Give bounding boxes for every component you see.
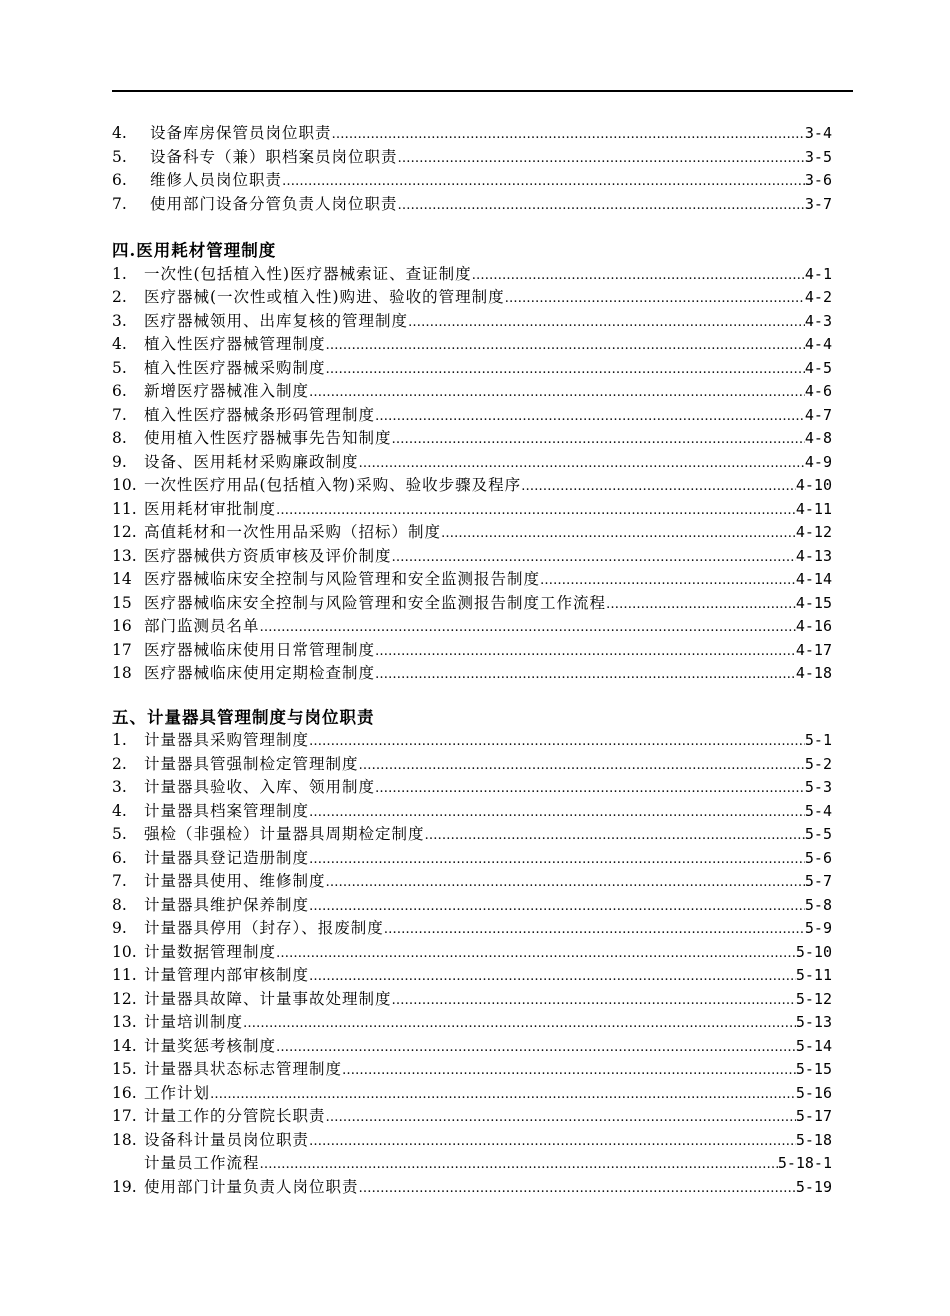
entry-page: 5-11 (795, 966, 832, 984)
toc-entry[interactable] (112, 615, 832, 639)
entry-title: 医疗器械(一次性或植入性)购进、验收的管理制度 (144, 288, 505, 306)
toc-entry[interactable] (112, 753, 832, 777)
entry-page: 4-13 (795, 546, 832, 565)
entry-page: 5-16 (795, 1083, 832, 1102)
toc-entry[interactable] (112, 427, 832, 451)
entry-page: 5-10 (795, 942, 832, 961)
entry-number: 4. (112, 801, 127, 820)
leader-dots (359, 1177, 796, 1201)
leader-dots (441, 522, 796, 546)
section-heading: 五、计量器具管理制度与岗位职责 (112, 707, 375, 727)
entry-title: 设备科专（兼）职档案员岗位职责 (150, 147, 398, 166)
toc-entry[interactable] (112, 729, 832, 753)
entry-number: 6. (112, 848, 127, 867)
entry-number: 13. (112, 546, 137, 565)
toc-entry[interactable] (112, 193, 832, 217)
leader-dots (309, 381, 805, 405)
leader-dots (359, 754, 805, 778)
leader-dots (540, 569, 796, 593)
toc-entry[interactable] (112, 498, 832, 522)
entry-page: 3-5 (804, 147, 832, 166)
entry-title: 维修人员岗位职责 (150, 171, 283, 189)
entry-page: 3-6 (804, 171, 832, 189)
entry-number: 6. (112, 171, 127, 189)
entry-page: 4-14 (795, 570, 832, 588)
entry-title: 医疗器械临床安全控制与风险管理和安全监测报告制度 (144, 570, 541, 588)
entry-number: 8. (112, 429, 127, 447)
entry-title: 强检（非强检）计量器具周期检定制度 (144, 825, 425, 843)
entry-number: 3. (112, 778, 127, 796)
entry-number: 17 (112, 640, 132, 659)
entry-page: 4-8 (804, 429, 832, 447)
leader-dots (309, 895, 805, 919)
leader-dots (505, 287, 805, 311)
entry-page: 5-4 (804, 801, 832, 820)
section4-list (112, 263, 832, 686)
leader-dots (332, 123, 805, 147)
entry-title: 医用耗材审批制度 (144, 499, 277, 518)
entry-number: 7. (112, 872, 127, 890)
entry-page: 5-15 (795, 1060, 832, 1078)
entry-title: 植入性医疗器械采购制度 (144, 358, 326, 377)
entry-page: 5-18-1 (777, 1154, 832, 1172)
entry-page: 4-4 (804, 335, 832, 353)
entry-title: 工作计划 (144, 1083, 211, 1102)
leader-dots (392, 428, 805, 452)
entry-title: 医疗器械供方资质审核及评价制度 (144, 546, 392, 565)
entry-title: 医疗器械临床使用日常管理制度 (144, 640, 376, 659)
entry-number: 7. (112, 194, 127, 213)
entry-number: 8. (112, 895, 127, 914)
leader-dots (392, 989, 796, 1013)
entry-number: 5. (112, 358, 127, 377)
toc-entry[interactable] (112, 286, 832, 310)
leader-dots (326, 871, 805, 895)
entry-title: 计量数据管理制度 (144, 942, 277, 961)
entry-title: 计量器具采购管理制度 (144, 731, 310, 749)
entry-page: 5-9 (804, 919, 832, 937)
entry-title: 使用部门计量负责人岗位职责 (144, 1177, 359, 1196)
leader-dots (260, 1153, 778, 1177)
toc-entry[interactable] (112, 357, 832, 381)
toc-entry[interactable] (112, 1129, 832, 1153)
leader-dots (521, 475, 796, 499)
entry-title: 计量器具状态标志管理制度 (144, 1060, 343, 1078)
leader-dots (392, 546, 796, 570)
entry-title: 计量培训制度 (144, 1013, 244, 1031)
leader-dots (326, 358, 805, 382)
toc-entry[interactable] (112, 451, 832, 475)
entry-title: 设备、医用耗材采购廉政制度 (144, 452, 359, 471)
entry-title: 计量器具使用、维修制度 (144, 872, 326, 890)
toc-entry[interactable] (112, 404, 832, 428)
entry-number: 10. (112, 942, 137, 961)
toc-entry[interactable] (112, 474, 832, 498)
entry-number: 9. (112, 919, 127, 937)
entry-page: 5-8 (804, 895, 832, 914)
entry-number: 18. (112, 1130, 137, 1149)
toc-entry[interactable] (112, 964, 832, 988)
entry-number: 12. (112, 523, 137, 541)
entry-page: 5-1 (804, 731, 832, 749)
entry-number: 1. (112, 731, 127, 749)
leader-dots (384, 918, 805, 942)
entry-title: 新增医疗器械准入制度 (144, 382, 310, 400)
entry-page: 5-19 (795, 1177, 832, 1196)
entry-page: 5-3 (804, 778, 832, 796)
leader-dots (375, 777, 805, 801)
section5-list (112, 729, 832, 1199)
leader-dots (326, 1106, 796, 1130)
entry-title: 部门监测员名单 (144, 617, 260, 635)
entry-number: 12. (112, 989, 137, 1008)
entry-number: 7. (112, 405, 127, 424)
entry-title: 使用植入性医疗器械事先告知制度 (144, 429, 392, 447)
leader-dots (425, 824, 805, 848)
toc-entry[interactable] (112, 545, 832, 569)
toc-entry[interactable] (112, 1011, 832, 1035)
entry-title: 高值耗材和一次性用品采购（招标）制度 (144, 523, 442, 541)
entry-title: 设备库房保管员岗位职责 (150, 124, 332, 142)
section3-tail-list (112, 122, 832, 216)
entry-title: 一次性(包括植入性)医疗器械索证、查证制度 (144, 264, 472, 283)
entry-page: 4-5 (804, 358, 832, 377)
entry-number: 11. (112, 499, 137, 518)
entry-page: 4-10 (795, 476, 832, 494)
entry-page: 5-18 (795, 1130, 832, 1149)
entry-title: 计量工作的分管院长职责 (144, 1107, 326, 1125)
entry-number: 13. (112, 1013, 137, 1031)
toc-entry[interactable] (112, 870, 832, 894)
leader-dots (398, 147, 805, 171)
leader-dots (375, 405, 805, 429)
toc-entry[interactable] (112, 1082, 832, 1106)
leader-dots (243, 1012, 796, 1036)
toc-entry[interactable] (112, 521, 832, 545)
section5 (112, 706, 832, 1200)
leader-dots (276, 1036, 796, 1060)
entry-number: 2. (112, 754, 127, 773)
toc-entry[interactable] (112, 592, 832, 616)
toc-entry[interactable] (112, 310, 832, 334)
entry-page: 3-7 (804, 194, 832, 213)
leader-dots (359, 452, 805, 476)
entry-page: 4-12 (795, 523, 832, 541)
leader-dots (260, 616, 796, 640)
leader-dots (398, 194, 805, 218)
entry-page: 4-1 (804, 264, 832, 283)
entry-title: 设备科计量员岗位职责 (144, 1130, 310, 1149)
entry-number: 10. (112, 476, 137, 494)
entry-title: 计量管理内部审核制度 (144, 966, 310, 984)
entry-number: 4. (112, 335, 127, 353)
leader-dots (309, 965, 796, 989)
toc-entry[interactable] (112, 1058, 832, 1082)
entry-page: 4-7 (804, 405, 832, 424)
entry-number: 16. (112, 1083, 137, 1102)
entry-number: 18 (112, 664, 132, 682)
entry-page: 5-12 (795, 989, 832, 1008)
entry-page: 4-18 (795, 664, 832, 682)
entry-title: 计量器具档案管理制度 (144, 801, 310, 820)
entry-page: 5-14 (795, 1036, 832, 1055)
entry-title: 计量器具停用（封存）、报废制度 (144, 919, 384, 937)
entry-number: 4. (112, 124, 127, 142)
section4 (112, 239, 832, 686)
leader-dots (408, 311, 805, 335)
entry-page: 4-9 (804, 452, 832, 471)
entry-title: 计量器具登记造册制度 (144, 848, 310, 867)
entry-page: 5-7 (804, 872, 832, 890)
entry-title: 医疗器械领用、出库复核的管理制度 (144, 311, 409, 330)
entry-page: 4-2 (804, 288, 832, 306)
entry-page: 4-11 (795, 499, 832, 518)
leader-dots (375, 663, 796, 687)
entry-number: 5. (112, 825, 127, 843)
entry-title: 医疗器械临床使用定期检查制度 (144, 664, 376, 682)
entry-number: 5. (112, 147, 127, 166)
leader-dots (309, 730, 805, 754)
entry-number: 14 (112, 570, 132, 588)
entry-number: 11. (112, 966, 137, 984)
entry-page: 4-17 (795, 640, 832, 659)
leader-dots (309, 848, 805, 872)
entry-title: 计量器具维护保养制度 (144, 895, 310, 914)
entry-number: 15. (112, 1060, 137, 1078)
entry-page: 5-6 (804, 848, 832, 867)
header-rule (112, 90, 853, 92)
entry-page: 4-3 (804, 311, 832, 330)
entry-page: 5-17 (795, 1107, 832, 1125)
toc-entry[interactable] (112, 1035, 832, 1059)
entry-number: 17. (112, 1107, 137, 1125)
toc-entry[interactable] (112, 1176, 832, 1200)
entry-page: 5-5 (804, 825, 832, 843)
leader-dots (342, 1059, 796, 1083)
toc-entry[interactable] (112, 941, 832, 965)
toc-entry[interactable] (112, 263, 832, 287)
leader-dots (210, 1083, 796, 1107)
entry-number: 14. (112, 1036, 137, 1055)
entry-title: 计量奖惩考核制度 (144, 1036, 277, 1055)
toc-entry[interactable] (112, 122, 832, 146)
entry-title: 使用部门设备分管负责人岗位职责 (150, 194, 398, 213)
toc-entry[interactable] (112, 1105, 832, 1129)
entry-title: 计量器具管强制检定管理制度 (144, 754, 359, 773)
toc-entry[interactable] (112, 146, 832, 170)
entry-number: 16 (112, 617, 132, 635)
toc-entry[interactable] (112, 380, 832, 404)
leader-dots (472, 264, 805, 288)
leader-dots (309, 801, 805, 825)
entry-number: 2. (112, 288, 127, 306)
entry-title: 植入性医疗器械管理制度 (144, 335, 326, 353)
toc-entry[interactable] (112, 988, 832, 1012)
toc-entry[interactable] (112, 568, 832, 592)
leader-dots (309, 1130, 796, 1154)
leader-dots (606, 593, 796, 617)
toc-entry[interactable] (112, 662, 832, 686)
toc-entry[interactable] (112, 800, 832, 824)
toc-entry[interactable] (112, 639, 832, 663)
entry-title: 计量员工作流程 (144, 1154, 260, 1172)
toc-entry[interactable] (112, 917, 832, 941)
entry-page: 5-13 (795, 1013, 832, 1031)
entry-number: 1. (112, 264, 127, 283)
toc-entry[interactable] (112, 169, 832, 193)
leader-dots (375, 640, 796, 664)
table-of-contents (112, 122, 832, 1199)
entry-title: 计量器具验收、入库、领用制度 (144, 778, 376, 796)
entry-page: 3-4 (804, 124, 832, 142)
leader-dots (276, 499, 796, 523)
entry-page: 4-6 (804, 382, 832, 400)
entry-number: 3. (112, 311, 127, 330)
toc-entry[interactable] (112, 847, 832, 871)
entry-title: 植入性医疗器械条形码管理制度 (144, 405, 376, 424)
toc-entry[interactable] (112, 776, 832, 800)
entry-title: 医疗器械临床安全控制与风险管理和安全监测报告制度工作流程 (144, 593, 607, 612)
entry-number: 9. (112, 452, 127, 471)
toc-entry[interactable] (112, 333, 832, 357)
toc-entry[interactable] (112, 1152, 832, 1176)
toc-entry[interactable] (112, 894, 832, 918)
entry-number: 6. (112, 382, 127, 400)
entry-title: 一次性医疗用品(包括植入物)采购、验收步骤及程序 (144, 476, 522, 494)
leader-dots (326, 334, 805, 358)
section-heading: 四.医用耗材管理制度 (112, 241, 277, 260)
entry-title: 计量器具故障、计量事故处理制度 (144, 989, 392, 1008)
entry-page: 5-2 (804, 754, 832, 773)
entry-page: 4-16 (795, 617, 832, 635)
entry-number: 15 (112, 593, 132, 612)
leader-dots (276, 942, 796, 966)
toc-entry[interactable] (112, 823, 832, 847)
leader-dots (282, 170, 805, 194)
entry-page: 4-15 (795, 593, 832, 612)
entry-number: 19. (112, 1177, 137, 1196)
